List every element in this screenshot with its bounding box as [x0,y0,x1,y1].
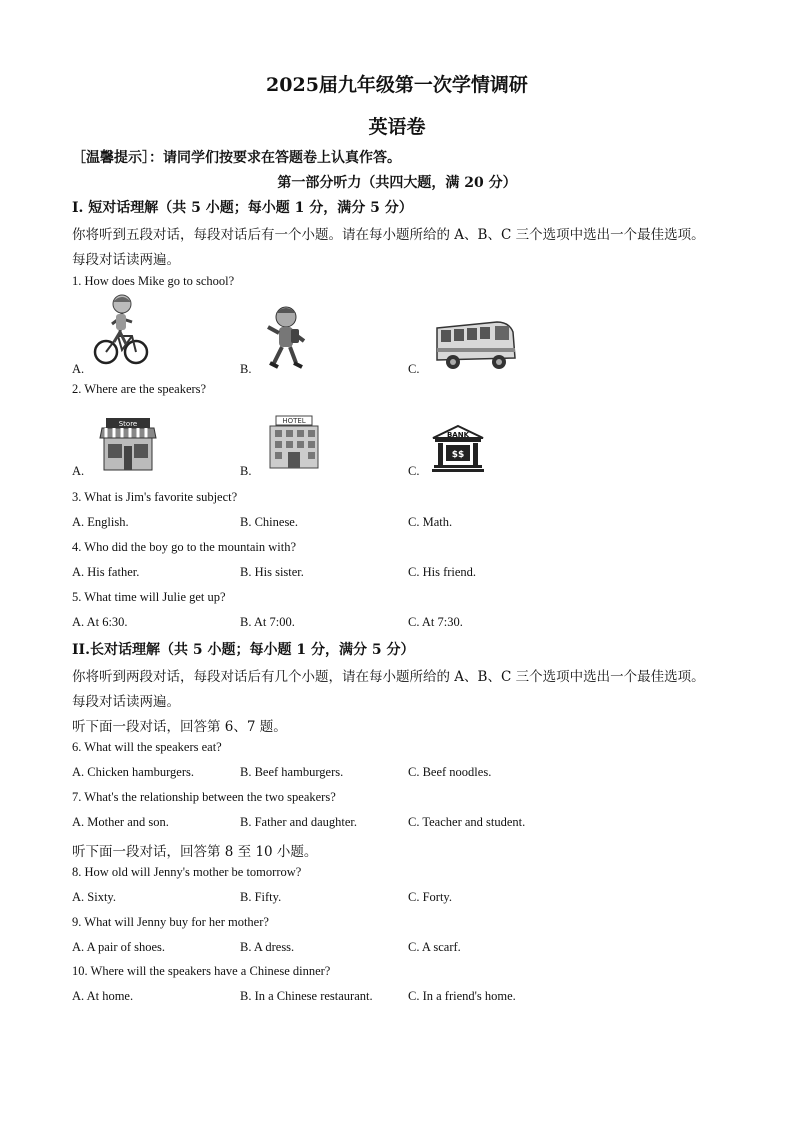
q2-option-b[interactable]: B. [240,464,252,478]
dialog-1-instruction: 听下面一段对话，回答第 6、7 题。 [72,719,287,735]
q5-option-c[interactable]: C. At 7:30. [408,615,463,629]
dialog-2-instruction: 听下面一段对话，回答第 8 至 10 小题。 [72,844,318,860]
question-9: 9. What will Jenny buy for her mother? [72,915,269,929]
section2-heading: II.长对话理解（共 5 小题；每小题 1 分，满分 5 分） [72,642,415,658]
q1-option-a[interactable]: A. [72,362,85,376]
section2-instruction-2: 每段对话读两遍。 [72,694,180,710]
question-2: 2. Where are the speakers? [72,382,207,396]
page-subtitle: 英语卷 [368,116,426,138]
q7-option-c[interactable]: C. Teacher and student. [408,815,526,829]
q9-option-a[interactable]: A. A pair of shoes. [72,940,166,954]
section2-instruction: 你将听到两段对话，每段对话后有几个小题，请在每小题所给的 A、B、C 三个选项中选出一个最佳选项。 [72,669,705,685]
store-image [98,414,158,474]
question-4: 4. Who did the boy go to the mountain with? [72,540,297,554]
q5-option-a[interactable]: A. At 6:30. [72,615,128,629]
part1-heading: 第一部分听力（共四大题，满 20 分） [277,175,517,191]
q10-option-b[interactable]: B. In a Chinese restaurant. [240,989,373,1003]
question-5: 5. What time will Julie get up? [72,590,226,604]
q1-option-b[interactable]: B. [240,362,252,376]
q7-option-b[interactable]: B. Father and daughter. [240,815,357,829]
q3-option-c[interactable]: C. Math. [408,515,453,529]
store-sign: Store [118,420,138,428]
q8-option-c[interactable]: C. Forty. [408,890,452,904]
bank-sign: BANK [446,431,470,439]
q3-option-a[interactable]: A. English. [72,515,129,529]
question-3: 3. What is Jim's favorite subject? [72,490,238,504]
q4-option-c[interactable]: C. His friend. [408,565,477,579]
q7-option-a[interactable]: A. Mother and son. [72,815,169,829]
q6-option-c[interactable]: C. Beef noodles. [408,765,492,779]
q6-option-b[interactable]: B. Beef hamburgers. [240,765,344,779]
question-10: 10. Where will the speakers have a Chinese dinner? [72,964,331,978]
cyclist-image [92,292,152,370]
section1-instruction: 你将听到五段对话，每段对话后有一个小题。请在每小题所给的 A、B、C 三个选项中选出一个最佳选项。 [72,227,705,243]
q8-option-b[interactable]: B. Fifty. [240,890,282,904]
q10-option-a[interactable]: A. At home. [72,989,134,1003]
question-7: 7. What's the relationship between the two speakers? [72,790,336,804]
q9-option-c[interactable]: C. A scarf. [408,940,461,954]
bank-image [431,424,485,472]
section1-heading: I. 短对话理解（共 5 小题；每小题 1 分，满分 5 分） [72,200,413,216]
q2-option-c[interactable]: C. [408,464,420,478]
question-6: 6. What will the speakers eat? [72,740,222,754]
q4-option-a[interactable]: A. His father. [72,565,140,579]
q9-option-b[interactable]: B. A dress. [240,940,295,954]
q3-option-b[interactable]: B. Chinese. [240,515,298,529]
walking-boy-image [262,305,312,371]
tip-text: ［温馨提示］：请同学们按要求在答题卷上认真作答。 [72,150,401,166]
bank-money: $$ [451,450,465,460]
question-8: 8. How old will Jenny's mother be tomorrow? [72,865,302,879]
q2-option-a[interactable]: A. [72,464,85,478]
q4-option-b[interactable]: B. His sister. [240,565,304,579]
q10-option-c[interactable]: C. In a friend's home. [408,989,516,1003]
bus-image [433,318,519,372]
q1-option-c[interactable]: C. [408,362,420,376]
section1-instruction-2: 每段对话读两遍。 [72,252,180,268]
q6-option-a[interactable]: A. Chicken hamburgers. [72,765,194,779]
q5-option-b[interactable]: B. At 7:00. [240,615,295,629]
hotel-image [266,414,322,470]
page-title: 2025届九年级第一次学情调研 [266,74,528,96]
hotel-sign: HOTEL [282,417,306,425]
question-1: 1. How does Mike go to school? [72,274,235,288]
q8-option-a[interactable]: A. Sixty. [72,890,116,904]
